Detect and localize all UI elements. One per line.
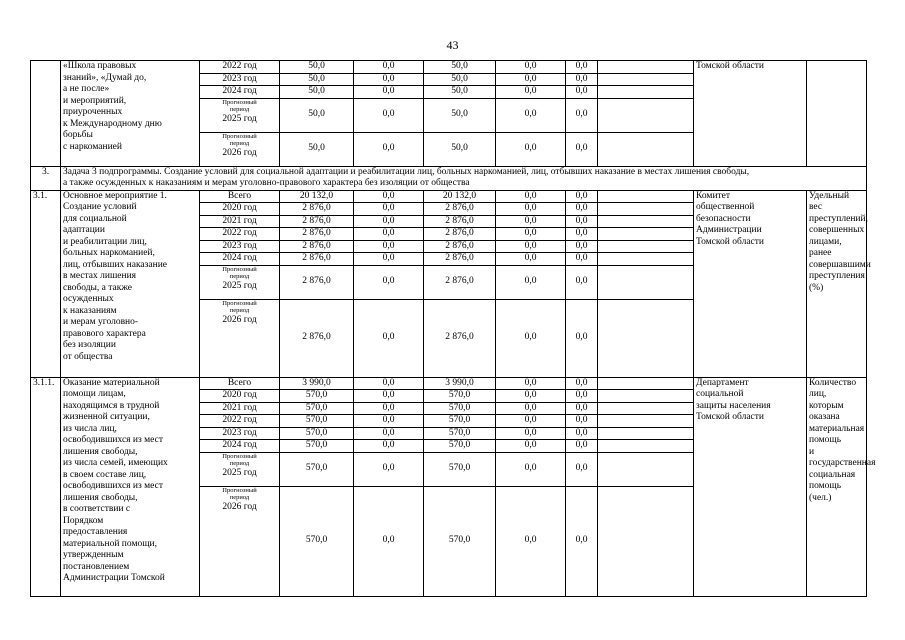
program-table bbox=[30, 60, 876, 597]
value-cell: 0,0 bbox=[566, 415, 598, 428]
period-cell: 2022 год bbox=[200, 228, 280, 241]
value-cell: 0,0 bbox=[566, 190, 598, 203]
value-cell: 0,0 bbox=[496, 98, 566, 132]
spacer-cell bbox=[598, 86, 694, 99]
indicator-name-cell bbox=[807, 61, 867, 167]
executor-cell: Комитет общественной безопасности Администрации Томской области bbox=[694, 190, 807, 377]
spacer-cell bbox=[598, 415, 694, 428]
spacer-cell bbox=[598, 240, 694, 253]
value-cell: 0,0 bbox=[354, 415, 424, 428]
forecast-year: 2026 год bbox=[222, 147, 257, 158]
value-cell: 50,0 bbox=[280, 73, 354, 86]
forecast-label: Прогнозный период bbox=[222, 299, 257, 314]
value-cell: 2 876,0 bbox=[280, 215, 354, 228]
forecast-period-cell bbox=[200, 132, 280, 166]
value-cell: 0,0 bbox=[496, 427, 566, 440]
value-cell: 0,0 bbox=[354, 98, 424, 132]
value-cell: 0,0 bbox=[496, 486, 566, 596]
period-cell: 2024 год bbox=[200, 253, 280, 266]
forecast-period-cell bbox=[200, 299, 280, 377]
value-cell: 570,0 bbox=[424, 452, 496, 486]
value-cell: 50,0 bbox=[280, 98, 354, 132]
value-cell: 50,0 bbox=[424, 98, 496, 132]
value-cell: 2 876,0 bbox=[280, 265, 354, 299]
value-cell: 0,0 bbox=[496, 440, 566, 453]
forecast-label: Прогнозный период bbox=[222, 98, 257, 113]
value-cell: 0,0 bbox=[354, 253, 424, 266]
value-cell: 0,0 bbox=[566, 61, 598, 74]
period-cell: 2024 год bbox=[200, 86, 280, 99]
value-cell: 0,0 bbox=[566, 73, 598, 86]
value-cell: 570,0 bbox=[280, 452, 354, 486]
value-cell: 0,0 bbox=[354, 132, 424, 166]
value-cell: 0,0 bbox=[566, 486, 598, 596]
forecast-period-cell bbox=[200, 265, 280, 299]
value-cell: 0,0 bbox=[496, 402, 566, 415]
value-cell: 0,0 bbox=[496, 299, 566, 377]
value-cell: 2 876,0 bbox=[424, 265, 496, 299]
value-cell: 0,0 bbox=[566, 390, 598, 403]
value-cell: 0,0 bbox=[354, 228, 424, 241]
value-cell: 0,0 bbox=[496, 390, 566, 403]
period-cell: 2023 год bbox=[200, 73, 280, 86]
forecast-label: Прогнозный период bbox=[222, 265, 257, 280]
forecast-period-cell bbox=[200, 98, 280, 132]
spacer-cell bbox=[598, 486, 694, 596]
forecast-year: 2026 год bbox=[222, 501, 257, 512]
spacer-cell bbox=[598, 427, 694, 440]
value-cell: 0,0 bbox=[354, 299, 424, 377]
value-cell: 0,0 bbox=[354, 390, 424, 403]
value-cell: 0,0 bbox=[354, 452, 424, 486]
value-cell: 0,0 bbox=[566, 203, 598, 216]
value-cell: 0,0 bbox=[354, 190, 424, 203]
value-cell: 0,0 bbox=[496, 240, 566, 253]
period-cell: Всего bbox=[200, 377, 280, 390]
forecast-year: 2025 год bbox=[222, 467, 257, 478]
item-number-cell: 3.1. bbox=[31, 190, 61, 377]
value-cell: 570,0 bbox=[424, 402, 496, 415]
value-cell: 50,0 bbox=[424, 132, 496, 166]
forecast-label: Прогнозный период bbox=[222, 452, 257, 467]
value-cell: 0,0 bbox=[354, 265, 424, 299]
spacer-cell bbox=[598, 452, 694, 486]
value-cell: 0,0 bbox=[566, 98, 598, 132]
indicator-name-cell: Удельный вес преступлений, совершенных лицами, ранее совершавшими преступления (%) bbox=[807, 190, 867, 377]
value-cell: 0,0 bbox=[354, 240, 424, 253]
value-cell: 0,0 bbox=[496, 73, 566, 86]
spacer-cell bbox=[598, 190, 694, 203]
value-cell: 0,0 bbox=[566, 299, 598, 377]
spacer-cell bbox=[598, 390, 694, 403]
value-cell: 570,0 bbox=[280, 415, 354, 428]
period-cell: 2023 год bbox=[200, 240, 280, 253]
value-cell: 0,0 bbox=[496, 265, 566, 299]
page-number: 43 bbox=[446, 38, 459, 52]
value-cell: 0,0 bbox=[496, 132, 566, 166]
value-cell: 0,0 bbox=[566, 86, 598, 99]
value-cell: 0,0 bbox=[566, 253, 598, 266]
forecast-period-cell bbox=[200, 452, 280, 486]
task-number-cell: 3. bbox=[31, 166, 61, 190]
value-cell: 570,0 bbox=[280, 486, 354, 596]
value-cell: 2 876,0 bbox=[424, 203, 496, 216]
period-cell: 2021 год bbox=[200, 215, 280, 228]
value-cell: 0,0 bbox=[566, 215, 598, 228]
table-row bbox=[31, 377, 867, 390]
value-cell: 570,0 bbox=[280, 402, 354, 415]
item-number-cell: 3.1.1. bbox=[31, 377, 61, 596]
spacer-cell bbox=[598, 265, 694, 299]
period-cell: 2020 год bbox=[200, 203, 280, 216]
value-cell: 0,0 bbox=[354, 61, 424, 74]
value-cell: 0,0 bbox=[354, 402, 424, 415]
period-cell: 2024 год bbox=[200, 440, 280, 453]
value-cell: 0,0 bbox=[566, 132, 598, 166]
value-cell: 50,0 bbox=[280, 61, 354, 74]
value-cell: 0,0 bbox=[354, 86, 424, 99]
spacer-cell bbox=[598, 215, 694, 228]
value-cell: 50,0 bbox=[424, 73, 496, 86]
period-cell: 2022 год bbox=[200, 61, 280, 74]
value-cell: 2 876,0 bbox=[280, 299, 354, 377]
period-cell: 2023 год bbox=[200, 427, 280, 440]
value-cell: 0,0 bbox=[354, 73, 424, 86]
value-cell: 570,0 bbox=[424, 440, 496, 453]
spacer-cell bbox=[598, 61, 694, 74]
value-cell: 0,0 bbox=[354, 440, 424, 453]
value-cell: 2 876,0 bbox=[424, 215, 496, 228]
value-cell: 2 876,0 bbox=[280, 228, 354, 241]
value-cell: 0,0 bbox=[566, 402, 598, 415]
item-name-cell: «Школа правовых знаний», «Думай до, а не после» и мероприятий, приуроченных к Международному дню борьбы с наркоманией bbox=[61, 61, 200, 167]
spacer-cell bbox=[598, 73, 694, 86]
value-cell: 20 132,0 bbox=[424, 190, 496, 203]
forecast-year: 2025 год bbox=[222, 113, 257, 124]
value-cell: 0,0 bbox=[566, 265, 598, 299]
value-cell: 0,0 bbox=[354, 215, 424, 228]
value-cell: 0,0 bbox=[354, 377, 424, 390]
spacer-cell bbox=[598, 228, 694, 241]
value-cell: 0,0 bbox=[496, 228, 566, 241]
period-cell: 2020 год bbox=[200, 390, 280, 403]
executor-cell: Томской области bbox=[694, 61, 807, 167]
value-cell: 3 990,0 bbox=[424, 377, 496, 390]
value-cell: 0,0 bbox=[566, 377, 598, 390]
spacer-cell bbox=[598, 440, 694, 453]
value-cell: 0,0 bbox=[566, 240, 598, 253]
item-number-cell bbox=[31, 61, 61, 167]
spacer-cell bbox=[598, 203, 694, 216]
value-cell: 2 876,0 bbox=[280, 240, 354, 253]
value-cell: 2 876,0 bbox=[424, 228, 496, 241]
value-cell: 0,0 bbox=[354, 427, 424, 440]
executor-cell: Департамент социальной защиты населения Томской области bbox=[694, 377, 807, 596]
spacer-cell bbox=[598, 299, 694, 377]
forecast-label: Прогнозный период bbox=[222, 486, 257, 501]
value-cell: 50,0 bbox=[424, 86, 496, 99]
spacer-cell bbox=[598, 253, 694, 266]
value-cell: 3 990,0 bbox=[280, 377, 354, 390]
value-cell: 570,0 bbox=[424, 486, 496, 596]
value-cell: 50,0 bbox=[280, 132, 354, 166]
period-cell: 2021 год bbox=[200, 402, 280, 415]
value-cell: 50,0 bbox=[280, 86, 354, 99]
value-cell: 0,0 bbox=[566, 427, 598, 440]
value-cell: 0,0 bbox=[566, 452, 598, 486]
spacer-cell bbox=[598, 132, 694, 166]
value-cell: 0,0 bbox=[496, 190, 566, 203]
value-cell: 570,0 bbox=[280, 427, 354, 440]
value-cell: 0,0 bbox=[566, 440, 598, 453]
value-cell: 570,0 bbox=[424, 427, 496, 440]
value-cell: 0,0 bbox=[496, 86, 566, 99]
value-cell: 2 876,0 bbox=[280, 203, 354, 216]
task-text-cell: Задача 3 подпрограммы. Создание условий для социальной адаптации и реабилитации лиц, больных наркоманией, лиц, отбывших наказание в местах лишения свободы, а также осужденных к наказаниям и мерам уголовно-правового характера без изоляции от общества bbox=[61, 166, 867, 190]
value-cell: 0,0 bbox=[496, 203, 566, 216]
spacer-cell bbox=[598, 98, 694, 132]
value-cell: 0,0 bbox=[354, 486, 424, 596]
forecast-year: 2025 год bbox=[222, 280, 257, 291]
value-cell: 0,0 bbox=[566, 228, 598, 241]
spacer-cell bbox=[598, 377, 694, 390]
value-cell: 570,0 bbox=[424, 415, 496, 428]
value-cell: 0,0 bbox=[496, 215, 566, 228]
value-cell: 2 876,0 bbox=[280, 253, 354, 266]
value-cell: 570,0 bbox=[280, 390, 354, 403]
value-cell: 50,0 bbox=[424, 61, 496, 74]
item-name-cell: Основное мероприятие 1. Создание условий для социальной адаптации и реабилитации лиц, больных наркоманией, лиц, отбывших наказание в местах лишения свободы, а также осужденных к наказаниям и мерам уголовно- правового характера без изоляции от общества bbox=[61, 190, 200, 377]
value-cell: 2 876,0 bbox=[424, 240, 496, 253]
table-row bbox=[31, 190, 867, 203]
value-cell: 0,0 bbox=[354, 203, 424, 216]
forecast-period-cell bbox=[200, 486, 280, 596]
period-cell: Всего bbox=[200, 190, 280, 203]
task-row bbox=[31, 166, 867, 190]
value-cell: 570,0 bbox=[424, 390, 496, 403]
table-row bbox=[31, 61, 867, 74]
value-cell: 0,0 bbox=[496, 253, 566, 266]
item-name-cell: Оказание материальной помощи лицам, находящимся в трудной жизненной ситуации, из числа лиц, освободившихся из мест лишения свободы, из числа семей, имеющих в своем составе лиц, освободившихся из мест лишения свободы, в соответствии с Порядком предоставления материальной помощи, утвержденным постановлением Администрации Томской bbox=[61, 377, 200, 596]
value-cell: 0,0 bbox=[496, 61, 566, 74]
table-body bbox=[31, 61, 876, 597]
indicator-name-cell: Количество лиц, которым оказана материальная помощь и государственная социальная помощь (чел.) bbox=[807, 377, 867, 596]
value-cell: 20 132,0 bbox=[280, 190, 354, 203]
value-cell: 570,0 bbox=[280, 440, 354, 453]
forecast-year: 2026 год bbox=[222, 314, 257, 325]
value-cell: 2 876,0 bbox=[424, 299, 496, 377]
value-cell: 0,0 bbox=[496, 377, 566, 390]
forecast-label: Прогнозный период bbox=[222, 132, 257, 147]
period-cell: 2022 год bbox=[200, 415, 280, 428]
value-cell: 0,0 bbox=[496, 415, 566, 428]
value-cell: 2 876,0 bbox=[424, 253, 496, 266]
value-cell: 0,0 bbox=[496, 452, 566, 486]
spacer-cell bbox=[598, 402, 694, 415]
